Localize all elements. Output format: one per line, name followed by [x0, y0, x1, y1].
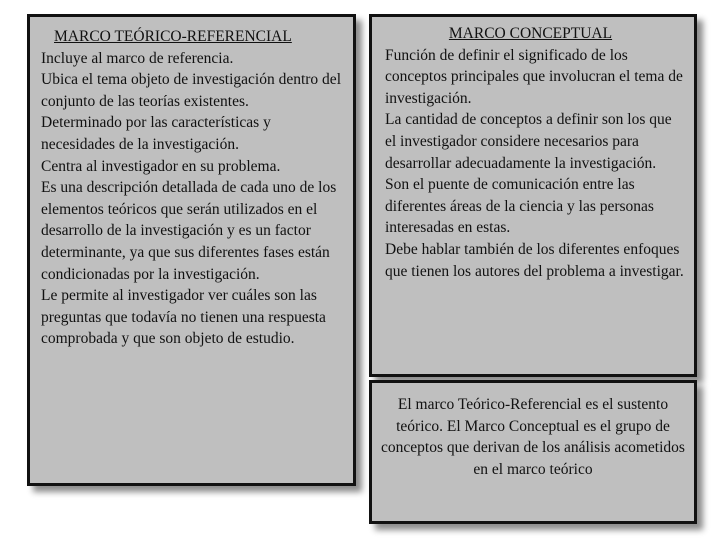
marco-teorico-line: Ubica el tema objeto de investigación dentro del conjunto de las teorías existentes.: [41, 71, 341, 110]
summary-text: El marco Teórico-Referencial es el sustento teórico. El Marco Conceptual es el grupo de conceptos que derivan de los análisis acometidos en el marco teórico: [381, 396, 685, 478]
marco-conceptual-line: Son el puente de comunicación entre las diferentes áreas de la ciencia y las personas interesadas en estas.: [385, 176, 654, 237]
marco-teorico-line: Es una descripción detallada de cada uno de los elementos teóricos que serán utilizados en el desarrollo de la investigación y es un factor determinante, ya que sus diferentes fases están condicionadas por la investigación.: [41, 179, 337, 283]
marco-teorico-line: Determinado por las características y necesidades de la investigación.: [41, 114, 271, 153]
marco-teorico-panel: [27, 14, 356, 486]
marco-conceptual-line: Función de definir el significado de los conceptos principales que involucran el tema de investigación.: [385, 46, 683, 107]
marco-teorico-line: Incluye al marco de referencia.: [41, 49, 234, 67]
marco-conceptual-title: MARCO CONCEPTUAL: [448, 25, 613, 42]
marco-conceptual-line: Debe hablar también de los diferentes enfoques que tienen los autores del problema a investigar.: [385, 240, 684, 280]
marco-conceptual-panel: [369, 14, 697, 377]
marco-teorico-line: Centra al investigador en su problema.: [41, 157, 281, 175]
marco-teorico-line: Le permite al investigador ver cuáles son las preguntas que todavía no tienen una respuesta comprobada y que son objeto de estudio.: [41, 287, 326, 348]
marco-teorico-title: MARCO TEÓRICO-REFERENCIAL: [54, 28, 292, 45]
summary-panel: [369, 380, 697, 524]
marco-conceptual-line: La cantidad de conceptos a definir son los que el investigador considere necesarios para desarrollar adecuadamente la investigación.: [385, 111, 672, 172]
